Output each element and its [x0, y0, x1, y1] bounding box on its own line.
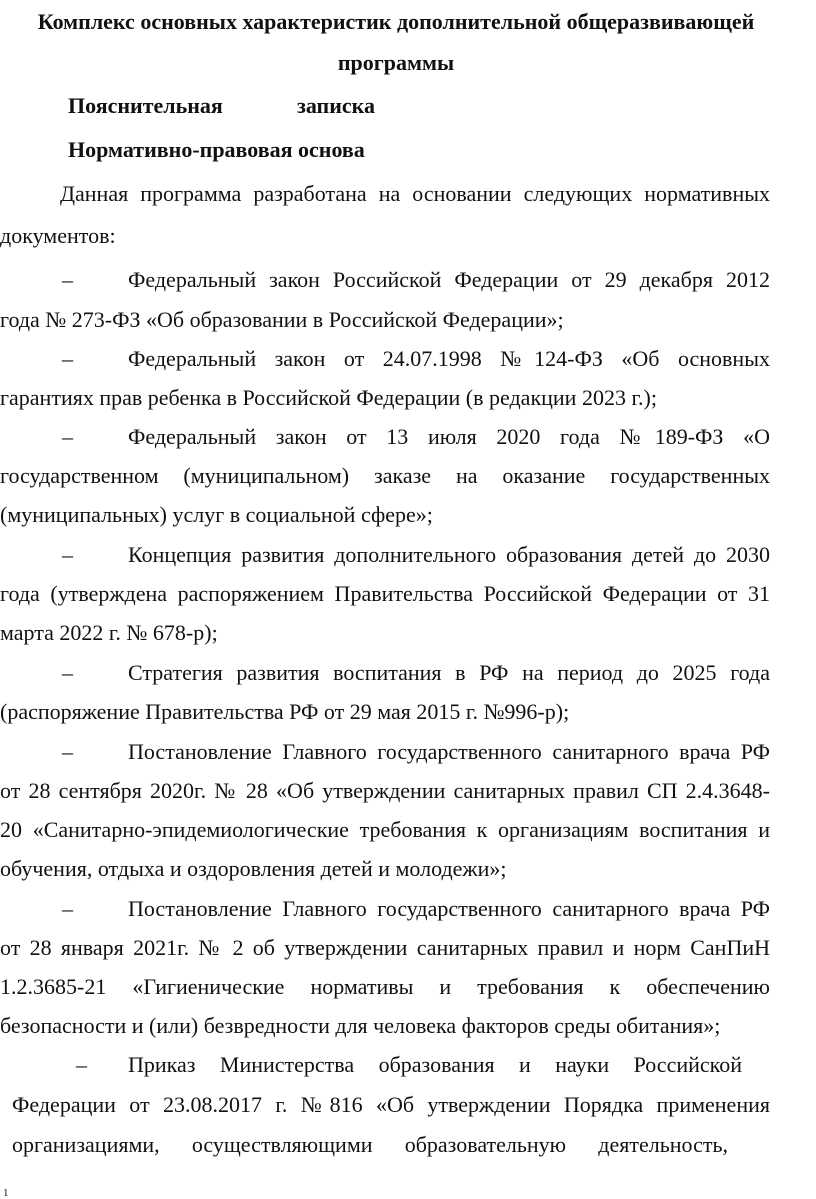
list-item-4-line-1: Концепция развития дополнительного образования детей до 2030	[128, 542, 770, 567]
list-bullet: –	[62, 739, 73, 764]
list-item-7-line-1: Постановление Главного государственного санитарного врача РФ	[128, 896, 770, 921]
intro-line-2: документов:	[0, 223, 116, 248]
list-item-2-line-1: Федеральный закон от 24.07.1998 №124-ФЗ «Об основных	[128, 346, 770, 371]
list-item-7-line-3: 1.2.3685-21 «Гигиенические нормативы и требования к обеспечению	[0, 974, 770, 999]
list-item-3-line-3: (муниципальных) услуг в социальной сфере»;	[0, 502, 433, 527]
list-item-5-line-1: Стратегия развития воспитания в РФ на период до 2025 года	[128, 660, 770, 685]
section-title-word-1: Пояснительная	[68, 93, 223, 118]
list-item-6-line-1: Постановление Главного государственного санитарного врача РФ	[128, 739, 770, 764]
list-item-4-line-2: года (утверждена распоряжением Правительства Российской Федерации от 31	[0, 581, 770, 606]
list-item-4-line-3: марта 2022 г. № 678-р);	[0, 620, 218, 645]
list-item-6-line-2: от 28 сентября 2020г. № 28 «Об утверждении санитарных правил СП 2.4.3648-	[0, 778, 770, 803]
title-line-2: программы	[337, 50, 455, 75]
list-bullet: –	[62, 346, 73, 371]
title-line-1: Комплекс основных характеристик дополнительной общеразвивающей	[37, 9, 755, 34]
list-item-2-line-2: гарантиях прав ребенка в Российской Федерации (в редакции 2023 г.);	[0, 385, 657, 410]
intro-line-1: Данная программа разработана на основании следующих нормативных	[60, 181, 770, 206]
list-item-8-line-1: Приказ Министерства образования и науки Российской	[128, 1052, 742, 1077]
list-item-8-line-3: организациями, осуществляющими образовательную деятельность,	[12, 1132, 728, 1157]
list-item-8-line-2: Федерации от 23.08.2017 г. №816 «Об утверждении Порядка применения	[12, 1092, 770, 1117]
list-item-3-line-2: государственном (муниципальном) заказе на оказание государственных	[0, 463, 770, 488]
list-item-6-line-3: 20 «Санитарно-эпидемиологические требования к организациям воспитания и	[0, 817, 770, 842]
page-number: 1	[3, 1187, 9, 1199]
list-item-1-line-2: года № 273-ФЗ «Об образовании в Российской Федерации»;	[0, 307, 564, 332]
subsection-title: Нормативно-правовая основа	[68, 137, 365, 162]
list-bullet: –	[62, 424, 73, 449]
list-bullet: –	[62, 267, 73, 292]
list-item-7-line-2: от 28 января 2021г. № 2 об утверждении санитарных правил и норм СанПиН	[0, 935, 770, 960]
list-item-1-line-1: Федеральный закон Российской Федерации от 29 декабря 2012	[128, 267, 770, 292]
list-bullet: –	[76, 1052, 87, 1077]
list-item-7-line-4: безопасности и (или) безвредности для человека факторов среды обитания»;	[0, 1013, 721, 1038]
list-bullet: –	[62, 660, 73, 685]
list-item-3-line-1: Федеральный закон от 13 июля 2020 года №189-ФЗ «О	[128, 424, 770, 449]
list-bullet: –	[62, 542, 73, 567]
list-bullet: –	[62, 896, 73, 921]
list-item-6-line-4: обучения, отдыха и оздоровления детей и молодежи»;	[0, 856, 507, 881]
list-item-5-line-2: (распоряжение Правительства РФ от 29 мая 2015 г. №996-р);	[0, 699, 570, 724]
section-title-word-2: записка	[297, 93, 376, 118]
